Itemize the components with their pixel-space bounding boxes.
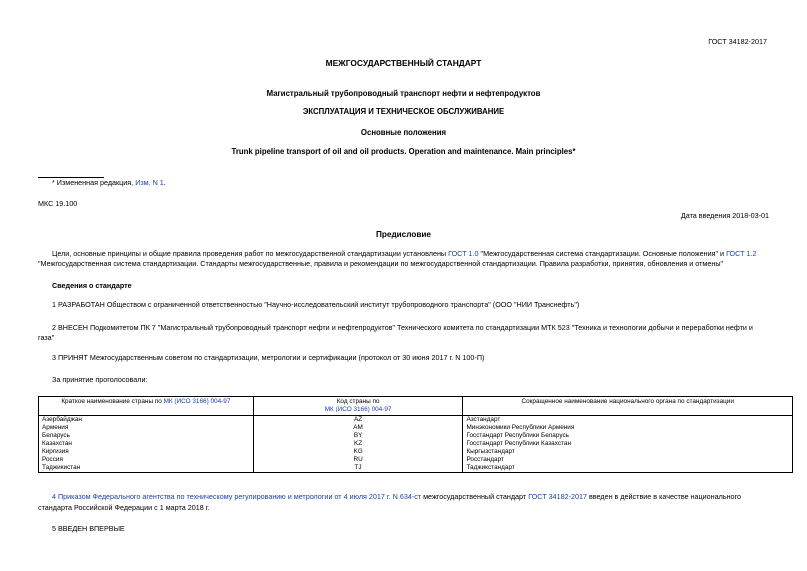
footnote-suffix: . <box>163 178 166 187</box>
standard-body: Азстандарт <box>463 416 793 425</box>
foreword-text-b: "Межгосударственная система стандартизации. Основные положения" и <box>478 249 727 258</box>
item-3-adopted: 3 ПРИНЯТ Межгосударственным советом по стандартизации, метрологии и сертификации (протокол от 30 июня 2017 г. N 100-П) <box>52 353 485 362</box>
voted-label: За принятие проголосовали: <box>52 375 148 384</box>
foreword-text-a: Цели, основные принципы и общие правила проведения работ по межгосударственной стандартизации установлены <box>52 249 449 258</box>
item-4-line2: стандарта Российской Федерации с 1 марта 2018 г. <box>38 503 210 512</box>
header-country-text: Краткое наименование страны по <box>61 398 164 405</box>
standard-body: Минэкономики Республики Армения <box>463 424 793 432</box>
table-row <box>39 432 793 440</box>
amendment-link[interactable]: Изм. N 1 <box>135 178 164 187</box>
item-2-introduced-line1: 2 ВНЕСЕН Подкомитетом ПК 7 "Магистральный трубопроводный транспорт нефти и нефтепродуктов" Технического комитета по стандартизации МТК 523 "Техника и технологии добычи и переработки нефти и <box>52 323 753 332</box>
foreword-paragraph <box>38 249 798 268</box>
table-row <box>39 440 793 448</box>
item-4-enacted <box>52 492 741 501</box>
header-standard-body: Сокращенное наименование национального органа по стандартизации <box>463 397 793 416</box>
standard-body: Госстандарт Республики Казахстан <box>463 440 793 448</box>
table-header-row <box>39 397 793 416</box>
standard-body: Таджикстандарт <box>463 464 793 473</box>
introduction-date: Дата введения 2018-03-01 <box>680 211 769 220</box>
country-code: TJ <box>253 464 463 473</box>
mk-iso-link[interactable]: МК (ИСО 3166) 004-97 <box>163 398 231 405</box>
about-standard-heading: Сведения о стандарте <box>52 281 132 290</box>
table-row <box>39 448 793 456</box>
country-code: KG <box>253 448 463 456</box>
item-4-text-b: введен в действие в качестве национального <box>586 492 742 501</box>
standard-body: Госстандарт Республики Беларусь <box>463 432 793 440</box>
footnote <box>52 178 166 187</box>
footnote-text: * Измененная редакция, <box>52 178 136 187</box>
gost-34182-link[interactable]: ГОСТ 34182-2017 <box>528 492 587 501</box>
table-row <box>39 464 793 473</box>
document-code: ГОСТ 34182-2017 <box>708 37 767 46</box>
mks-code: МКС 19.100 <box>38 199 78 208</box>
item-2-introduced-line2: газа" <box>38 333 55 342</box>
voting-table <box>38 396 793 473</box>
mk-iso-link[interactable]: МК (ИСО 3166) 004-97 <box>324 406 392 413</box>
table-row <box>39 416 793 425</box>
country-code: RU <box>253 456 463 464</box>
country-name: Армения <box>39 424 254 432</box>
header-code-text: Код страны по <box>336 398 380 405</box>
title-ru: Магистральный трубопроводный транспорт нефти и нефтепродуктов <box>266 89 541 98</box>
country-code: BY <box>253 432 463 440</box>
item-4-text-a: межгосударственный стандарт <box>421 492 529 501</box>
country-name: Азербайджан <box>39 416 254 425</box>
gost-1-0-link[interactable]: ГОСТ 1.0 <box>448 249 479 258</box>
table-row <box>39 456 793 464</box>
standard-body: Росстандарт <box>463 456 793 464</box>
title-en: Trunk pipeline transport of oil and oil products. Operation and maintenance. Main principles* <box>231 147 576 156</box>
country-name: Россия <box>39 456 254 464</box>
header-country-name <box>39 397 254 416</box>
table-row <box>39 424 793 432</box>
standard-type-heading: МЕЖГОСУДАРСТВЕННЫЙ СТАНДАРТ <box>325 58 482 68</box>
gost-1-2-link[interactable]: ГОСТ 1.2 <box>726 249 757 258</box>
country-name: Киргизия <box>39 448 254 456</box>
country-code: AM <box>253 424 463 432</box>
item-1-developed: 1 РАЗРАБОТАН Обществом с ограниченной ответственностью "Научно-исследовательский институт трубопроводного транспорта" (ООО "НИИ Транснефть") <box>52 300 580 309</box>
item-5-first-introduced: 5 ВВЕДЕН ВПЕРВЫЕ <box>52 524 125 533</box>
foreword-title: Предисловие <box>376 230 431 239</box>
country-name: Казахстан <box>39 440 254 448</box>
standard-body: Кыргызстандарт <box>463 448 793 456</box>
header-country-code <box>253 397 463 416</box>
foreword-text-c: "Межгосударственная система стандартизации. Стандарты межгосударственные, правила и рекомендации по межгосударственной стандартизации. Правила разработки, принятия, обновления и отмены" <box>38 258 724 268</box>
country-code: KZ <box>253 440 463 448</box>
subtitle-ru: ЭКСПЛУАТАЦИЯ И ТЕХНИЧЕСКОЕ ОБСЛУЖИВАНИЕ <box>302 107 505 116</box>
country-code: AZ <box>253 416 463 425</box>
country-name: Таджикистан <box>39 464 254 473</box>
section-ru: Основные положения <box>360 128 447 137</box>
country-name: Беларусь <box>39 432 254 440</box>
rosstandart-order-link[interactable]: 4 Приказом Федерального агентства по техническому регулированию и метрологии от 4 июля 2017 г. N 634-ст <box>52 492 422 501</box>
